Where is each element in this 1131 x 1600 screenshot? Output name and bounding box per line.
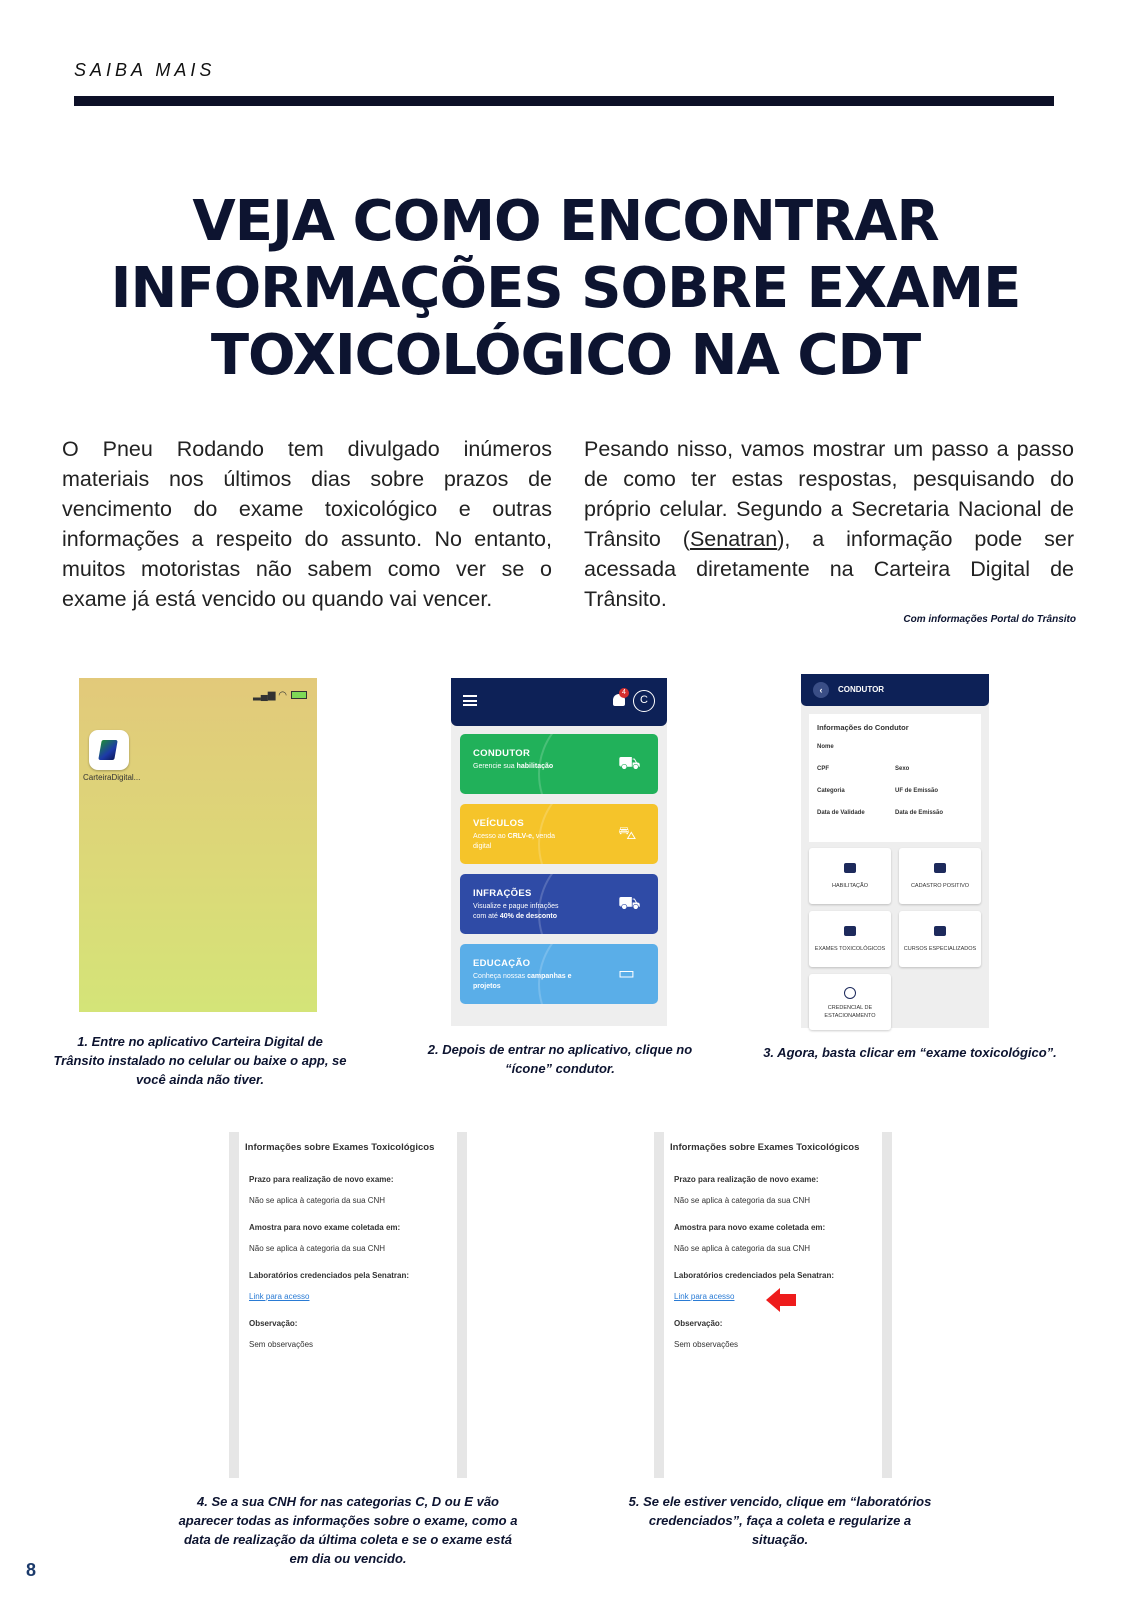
question-deadline: Prazo para realização de novo exame: xyxy=(249,1175,394,1184)
card-title: EDUCAÇÃO xyxy=(473,958,531,969)
section-label: SAIBA MAIS xyxy=(74,60,216,80)
app-menu-screenshot xyxy=(451,678,667,1026)
answer-sample: Não se aplica à categoria da sua CNH xyxy=(674,1244,811,1253)
red-arrow-icon xyxy=(766,1288,798,1312)
card-text-bold: CRLV-e, xyxy=(507,833,534,840)
bell-icon[interactable] xyxy=(613,694,625,706)
card-title: CONDUTOR xyxy=(473,748,531,759)
tile-label: HABILITAÇÃO xyxy=(832,883,868,889)
page-number: 8 xyxy=(26,1560,37,1580)
answer-deadline: Não se aplica à categoria da sua CNH xyxy=(249,1196,386,1205)
tile-label: EXAMES TOXICOLÓGICOS xyxy=(814,946,886,952)
card-text: Visualize e pague infrações com até xyxy=(473,903,559,920)
toxicology-info-screenshot-1 xyxy=(229,1132,467,1478)
parking-icon xyxy=(844,987,856,999)
caption-step-5: 5. Se ele estiver vencido, clique em “laboratórios credenciados”, faça a coleta e regularize a situação. xyxy=(628,1494,932,1547)
body-right-column xyxy=(584,434,1074,614)
screen-title: Informações sobre Exames Toxicológicos xyxy=(245,1142,435,1153)
tile-habilitacao[interactable] xyxy=(809,848,891,904)
headline xyxy=(0,188,1131,389)
screen-title: CONDUTOR xyxy=(838,685,885,694)
labs-access-link[interactable]: Link para acesso xyxy=(674,1292,735,1301)
caption-step-4: 4. Se a sua CNH for nas categorias C, D ou E vão aparecer todas as informações sobre o exame, como a data de realização da última coleta e se o exame está em dia ou vencido. xyxy=(178,1494,518,1566)
field-nome: Nome xyxy=(817,744,834,750)
condutor-top-bar xyxy=(801,674,989,706)
toxicology-info-screenshot-2 xyxy=(654,1132,892,1478)
tile-label: CREDENCIAL DE ESTACIONAMENTO xyxy=(824,1005,876,1019)
card-title: INFRAÇÕES xyxy=(473,888,532,899)
info-heading: Informações do Condutor xyxy=(817,723,909,732)
car-icon: ⛍ xyxy=(618,823,637,843)
education-icon: ▭ xyxy=(618,963,636,983)
tile-cursos-especializados[interactable] xyxy=(899,911,981,967)
driver-info-panel xyxy=(809,714,981,842)
cdt-app-icon[interactable] xyxy=(89,730,129,770)
tile-label: CURSOS ESPECIALIZADOS xyxy=(903,946,977,952)
app-top-bar xyxy=(451,678,667,726)
tile-exames-toxicologicos[interactable] xyxy=(809,911,891,967)
cars-icon: ⛟ xyxy=(618,893,641,913)
card-condutor[interactable] xyxy=(460,734,658,794)
back-arrow-icon[interactable]: ‹ xyxy=(813,682,829,698)
answer-observation: Sem observações xyxy=(674,1340,739,1349)
card-text-bold: 40% de desconto xyxy=(499,913,558,920)
card-educacao[interactable] xyxy=(460,944,658,1004)
avatar[interactable]: C xyxy=(633,690,655,712)
field-cpf: CPF xyxy=(817,766,829,772)
card-veiculos[interactable] xyxy=(460,804,658,864)
card-text-bold: habilitação xyxy=(516,763,554,770)
question-labs: Laboratórios credenciados pela Senatran: xyxy=(674,1271,835,1280)
field-emissao: Data de Emissão xyxy=(895,810,944,816)
license-icon xyxy=(844,863,856,873)
driver-icon: ⛟ xyxy=(618,753,641,773)
question-sample: Amostra para novo exame coletada em: xyxy=(674,1223,826,1232)
header-rule xyxy=(74,96,1054,106)
headline-line-1: VEJA COMO ENCONTRAR xyxy=(192,189,939,254)
field-sexo: Sexo xyxy=(895,766,910,772)
caption-step-2: 2. Depois de entrar no aplicativo, clique no “ícone” condutor. xyxy=(427,1042,693,1076)
tile-label: CADASTRO POSITIVO xyxy=(910,883,970,889)
phone-home-screenshot xyxy=(79,678,317,1012)
hamburger-menu-icon[interactable] xyxy=(463,695,477,706)
body-right-text-2: ), a informação pode ser acessada diretamente na Carteira Digital de Trânsito. xyxy=(584,527,1074,611)
condutor-screenshot xyxy=(801,674,989,1028)
answer-observation: Sem observações xyxy=(249,1340,314,1349)
person-icon xyxy=(934,863,946,873)
question-observation: Observação: xyxy=(249,1319,298,1328)
card-text: Acesso ao xyxy=(473,833,506,840)
battery-icon xyxy=(291,691,307,699)
field-uf: UF de Emissão xyxy=(895,788,939,794)
screen-title: Informações sobre Exames Toxicológicos xyxy=(670,1142,860,1153)
app-label: CarteiraDigital... xyxy=(83,773,141,782)
card-title: VEÍCULOS xyxy=(473,818,524,829)
card-text: Conheça nossas xyxy=(473,973,526,980)
source-credit: Com informações Portal do Trânsito xyxy=(903,614,1076,625)
headline-line-2: INFORMAÇÕES SOBRE EXAME xyxy=(110,256,1021,321)
status-bar: ▂▄▆ ◠ xyxy=(253,690,307,701)
question-labs: Laboratórios credenciados pela Senatran: xyxy=(249,1271,410,1280)
card-infracoes[interactable] xyxy=(460,874,658,934)
labs-access-link[interactable]: Link para acesso xyxy=(249,1292,310,1301)
question-observation: Observação: xyxy=(674,1319,723,1328)
card-text: venda digital xyxy=(473,833,555,850)
answer-sample: Não se aplica à categoria da sua CNH xyxy=(249,1244,386,1253)
certificate-icon xyxy=(934,926,946,936)
body-left-column: O Pneu Rodando tem divulgado inúmeros materiais nos últimos dias sobre prazos de vencimento do exame toxicológico e outras informações a respeito do assunto. No entanto, muitos motoristas não sabem como ver se o exame já está vencido ou quando vai vencer. xyxy=(62,437,552,611)
question-sample: Amostra para novo exame coletada em: xyxy=(249,1223,401,1232)
card-text: Gerencie sua xyxy=(473,763,515,770)
field-categoria: Categoria xyxy=(817,788,845,794)
question-deadline: Prazo para realização de novo exame: xyxy=(674,1175,819,1184)
microscope-icon xyxy=(844,926,856,936)
body-right-text-1: Pesando nisso, vamos mostrar um passo a passo de como ter estas respostas, pesquisando do próprio celular. Segundo a Secretaria Nacional de Trânsito ( xyxy=(584,437,1074,551)
card-text-bold: campanhas e projetos xyxy=(473,973,572,990)
caption-step-1: 1. Entre no aplicativo Carteira Digital de Trânsito instalado no celular ou baixe o app, se você ainda não tiver. xyxy=(53,1034,347,1087)
tile-cadastro-positivo[interactable] xyxy=(899,848,981,904)
headline-line-3: TOXICOLÓGICO NA CDT xyxy=(210,323,921,388)
senatran-link[interactable]: Senatran xyxy=(689,527,778,551)
tile-credencial-estacionamento[interactable] xyxy=(809,974,891,1030)
caption-step-3: 3. Agora, basta clicar em “exame toxicológico”. xyxy=(763,1045,1057,1060)
field-validade: Data de Validade xyxy=(817,810,865,816)
answer-deadline: Não se aplica à categoria da sua CNH xyxy=(674,1196,811,1205)
